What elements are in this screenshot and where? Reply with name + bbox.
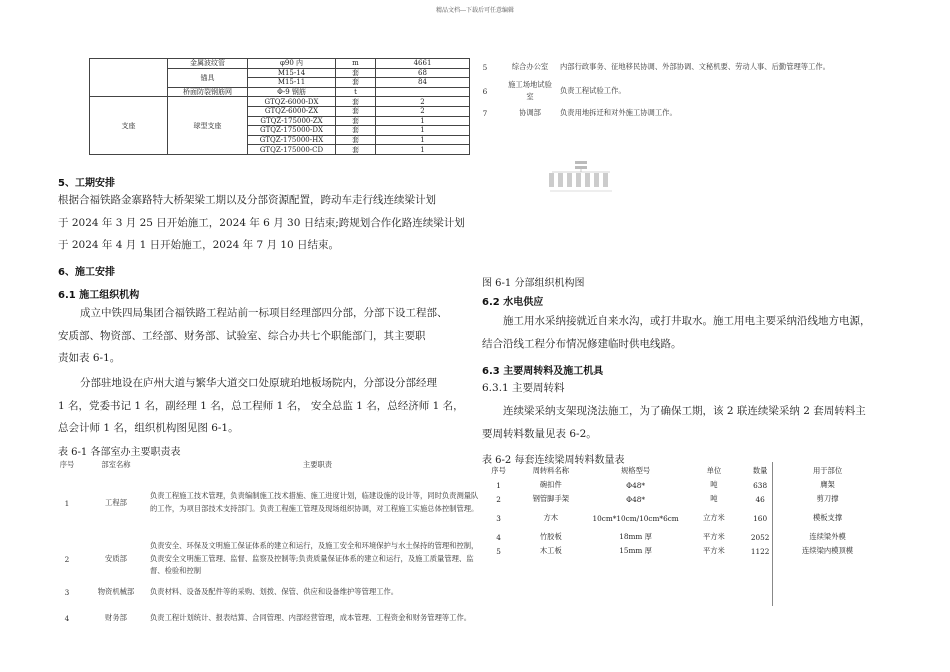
table-row <box>90 59 470 69</box>
paragraph: 于 2024 年 4 月 1 日开始施工，2024 年 7 月 10 日结束。 <box>58 239 340 251</box>
table-cell: 金属波纹管 <box>168 59 248 69</box>
paragraph: 成立中铁四局集团合福铁路工程站前一标项目经理部四分部，分部下设工程部、 <box>80 307 448 319</box>
table-cell: GTQZ-175000-DX <box>248 126 336 136</box>
table-row <box>470 78 860 104</box>
table-row <box>478 530 874 544</box>
org-box <box>594 173 599 187</box>
table-cell: GTQZ-175000-HX <box>248 135 336 145</box>
table-cell: 套 <box>336 97 376 107</box>
col-header: 单位 <box>706 466 722 475</box>
org-box <box>585 173 590 187</box>
section-6-3-title: 6.3 主要周转料及施工机具 <box>482 366 604 377</box>
table-row <box>90 97 470 107</box>
table-cell: 15mm 厚 <box>619 546 652 555</box>
row-number: 2 <box>64 554 70 564</box>
dept-name: 安质部 <box>105 554 127 563</box>
table-cell: M15-14 <box>248 68 336 78</box>
col-header: 数量 <box>752 466 768 475</box>
dept-duty: 负责工程施工技术管理，负责编制施工技术措施、施工进度计划，临建设施的设计等，同时负责测量队的工作，为项目部技术支持部门。负责工程施工管理及现场组织协调，对工程施工实施总体控制管理。 <box>150 491 479 513</box>
ball-support-label: 球型支座 <box>168 97 248 155</box>
paragraph: 1 名，党委书记 1 名，副经理 1 名，总工程师 1 名， 安全总监 1 名，总经济师 1 名， <box>58 400 464 412</box>
org-box <box>575 166 587 169</box>
table-cell: 平方米 <box>702 532 725 541</box>
paragraph: 总会计师 1 名，组织机构图见图 6-1。 <box>58 422 239 434</box>
table-row <box>470 60 860 74</box>
dept-name: 财务部 <box>105 613 127 622</box>
table-cell: GTQZ-6000-DX <box>248 97 336 107</box>
duties-table-right <box>470 60 870 120</box>
table-cell: 套 <box>336 106 376 116</box>
dept-name: 物资机械部 <box>97 587 135 596</box>
col-header: 用于部位 <box>812 466 843 475</box>
table-cell: 吨 <box>710 494 718 503</box>
col-header: 序号 <box>491 466 506 475</box>
table-cell: 1 <box>376 116 470 126</box>
table-cell: 1 <box>376 135 470 145</box>
table-cell: GTQZ-175000-ZX <box>248 116 336 126</box>
org-box <box>549 173 554 187</box>
table-cell: 2 <box>376 97 470 107</box>
table-cell: 4661 <box>376 59 470 69</box>
table-cell: 84 <box>376 78 470 88</box>
org-box <box>575 161 587 164</box>
col-header: 周转料名称 <box>532 466 570 475</box>
table-cell: 10cm*10cm/10cm*6cm <box>592 513 679 523</box>
table-row <box>52 474 485 532</box>
row-number: 4 <box>64 613 70 623</box>
paragraph: 要周转料数量见表 6-2。 <box>482 428 597 440</box>
table-row <box>52 603 485 633</box>
table-header-row <box>52 456 485 474</box>
support-label: 支座 <box>90 97 168 155</box>
table-cell: 5 <box>496 546 501 556</box>
col-header: 序号 <box>59 460 75 469</box>
col-header: 规格型号 <box>621 466 651 475</box>
table-cell: Φ-9 钢筋 <box>248 87 336 97</box>
table-cell: 模板支撑 <box>812 513 843 522</box>
table-cell: 剪刀撑 <box>816 494 839 503</box>
paragraph: 施工用水采纳接就近自来水沟，或打井取水。施工用电主要采纳沿线地方电源， <box>503 315 871 327</box>
col-header: 主要职责 <box>302 459 333 469</box>
table-cell: 1 <box>376 145 470 155</box>
dept-name: 施工场地试验室 <box>508 80 552 101</box>
table-cell: 方木 <box>543 513 559 522</box>
table-row <box>52 534 485 584</box>
section-6-1-title: 6.1 施工组织机构 <box>58 290 140 301</box>
dept-duty: 负责工程试验工作。 <box>560 85 626 95</box>
table-cell: 平方米 <box>702 546 725 555</box>
section-6-2-title: 6.2 水电供应 <box>482 297 544 308</box>
org-box <box>567 173 572 187</box>
col-header: 部室名称 <box>101 460 131 469</box>
table-cell: 套 <box>336 135 376 145</box>
table-cell: Φ48* <box>626 480 646 490</box>
table-cell: 46 <box>755 494 765 504</box>
org-chart-figure <box>546 160 616 194</box>
table-cell: 套 <box>336 116 376 126</box>
paragraph: 连续梁采纳支架现浇法施工，为了确保工期，该 2 联连续梁采纳 2 套周转料主 <box>503 405 866 417</box>
table-cell: 吨 <box>710 480 718 489</box>
row-number: 7 <box>482 108 488 118</box>
table-cell: 套 <box>336 68 376 78</box>
page-header: 精品文档---下载后可任意编辑 <box>435 7 515 14</box>
paragraph: 于 2024 年 3 月 25 日开始施工，2024 年 6 月 30 日结束;跨规划合作化路连续梁计划 <box>58 217 465 229</box>
table-cell: m <box>336 59 376 69</box>
table-cell: 2 <box>496 494 501 504</box>
table-row <box>478 478 874 492</box>
table-cell: GTQZ-175000-CD <box>248 145 336 155</box>
table-cell: 4 <box>496 532 501 542</box>
table-cell: 膺架 <box>820 480 835 489</box>
org-box <box>576 173 581 187</box>
table-cell <box>90 59 168 97</box>
row-number: 6 <box>482 86 488 96</box>
paragraph: 结合沿线工程分布情况修建临时供电线路。 <box>482 338 682 350</box>
dept-duty: 负责用地拆迁和对外施工协调工作。 <box>560 107 677 117</box>
table-cell: 桥面防裂钢筋网 <box>168 87 248 97</box>
table-cell: 2052 <box>750 532 770 542</box>
table-cell: φ90 内 <box>248 59 336 69</box>
table-cell: 3 <box>496 513 501 523</box>
table-6-1-caption: 表 6-1 各部室办主要职责表 <box>58 447 181 458</box>
table-cell: GTQZ-6000-ZX <box>248 106 336 116</box>
table-cell: 木工板 <box>539 546 562 555</box>
table-cell <box>376 87 470 97</box>
dept-name: 协调部 <box>519 108 541 117</box>
table-divider <box>772 462 773 606</box>
row-number: 5 <box>482 62 488 72</box>
table-cell: 638 <box>753 480 768 490</box>
table-cell: 连续梁外模 <box>809 532 846 541</box>
table-cell: Φ48* <box>626 494 646 504</box>
paragraph: 分部驻地设在庐州大道与繁华大道交口处原琥珀地板场院内，分部设分部经理 <box>80 377 437 389</box>
table-cell: 钢管脚手架 <box>532 494 570 503</box>
table-cell: 碗扣件 <box>539 480 562 489</box>
table-row <box>52 584 485 600</box>
paragraph: 安质部、物资部、工经部、财务部、试验室、综合办共七个职能部门，其主要职 <box>58 330 426 342</box>
table-cell: 套 <box>336 78 376 88</box>
dept-duty: 负责工程计划统计、报表结算、合同管理、内部经营管理，成本管理、工程资金和财务管理等工作。 <box>150 612 472 622</box>
row-number: 3 <box>64 587 70 597</box>
duties-table <box>52 456 492 616</box>
org-box <box>603 173 608 187</box>
row-number: 1 <box>64 498 70 508</box>
table-cell: 160 <box>753 513 768 523</box>
dept-duty: 负责安全、环保及文明施工保证体系的建立和运行，及施工安全和环境保护与水土保持的管理和控制，负责安全文明施工管理、监督、监察及控制等;负责质量保证体系的建立和运行，及施工质量管理、监督、检验和控制 <box>150 541 479 576</box>
table-header-row <box>478 464 874 478</box>
table-cell: 1 <box>376 126 470 136</box>
table-cell: 套 <box>336 126 376 136</box>
table-cell: 连续梁内模顶模 <box>802 546 854 555</box>
table-row <box>470 106 860 120</box>
table-row <box>478 506 874 530</box>
table-cell: 18mm 厚 <box>619 532 652 541</box>
table-cell: 2 <box>376 106 470 116</box>
section-6-title: 6、施工安排 <box>58 267 115 278</box>
turnover-materials-table <box>478 464 874 558</box>
table-cell: 竹胶板 <box>539 532 562 541</box>
section-6-3-1-title: 6.3.1 主要周转料 <box>482 382 565 394</box>
table-cell: 套 <box>336 145 376 155</box>
paragraph: 根据合福铁路金寨路特大桥架梁工期以及分部资源配置，跨动车走行线连续梁计划 <box>58 194 436 206</box>
table-cell: 锚具 <box>168 68 248 87</box>
section-5-title: 5、工期安排 <box>58 178 115 189</box>
table-cell: M15-11 <box>248 78 336 88</box>
figure-6-1-caption: 图 6-1 分部组织机构图 <box>482 278 585 289</box>
org-box <box>558 173 563 187</box>
table-cell: 立方米 <box>702 513 725 522</box>
dept-name: 综合办公室 <box>511 62 549 71</box>
dept-name: 工程部 <box>105 498 127 507</box>
duties-table-cont <box>52 603 492 633</box>
dept-duty: 内部行政事务、征地移民协调、外部协调、文秘机要、劳动人事、后勤管理等工作。 <box>560 61 830 71</box>
table-6-2-caption: 表 6-2 每套连续梁周转料数量表 <box>482 455 625 466</box>
table-row <box>478 544 874 558</box>
dept-duty: 负责材料、设备及配件等的采购、划拨、保管、供应和设备维护等管理工作。 <box>150 586 399 596</box>
table-cell: 1122 <box>750 546 770 556</box>
table-row <box>478 492 874 506</box>
paragraph: 责如表 6-1。 <box>58 352 121 364</box>
table-cell: 68 <box>376 68 470 78</box>
table-cell: t <box>336 87 376 97</box>
table-cell: 1 <box>496 480 501 490</box>
material-table <box>89 58 470 155</box>
